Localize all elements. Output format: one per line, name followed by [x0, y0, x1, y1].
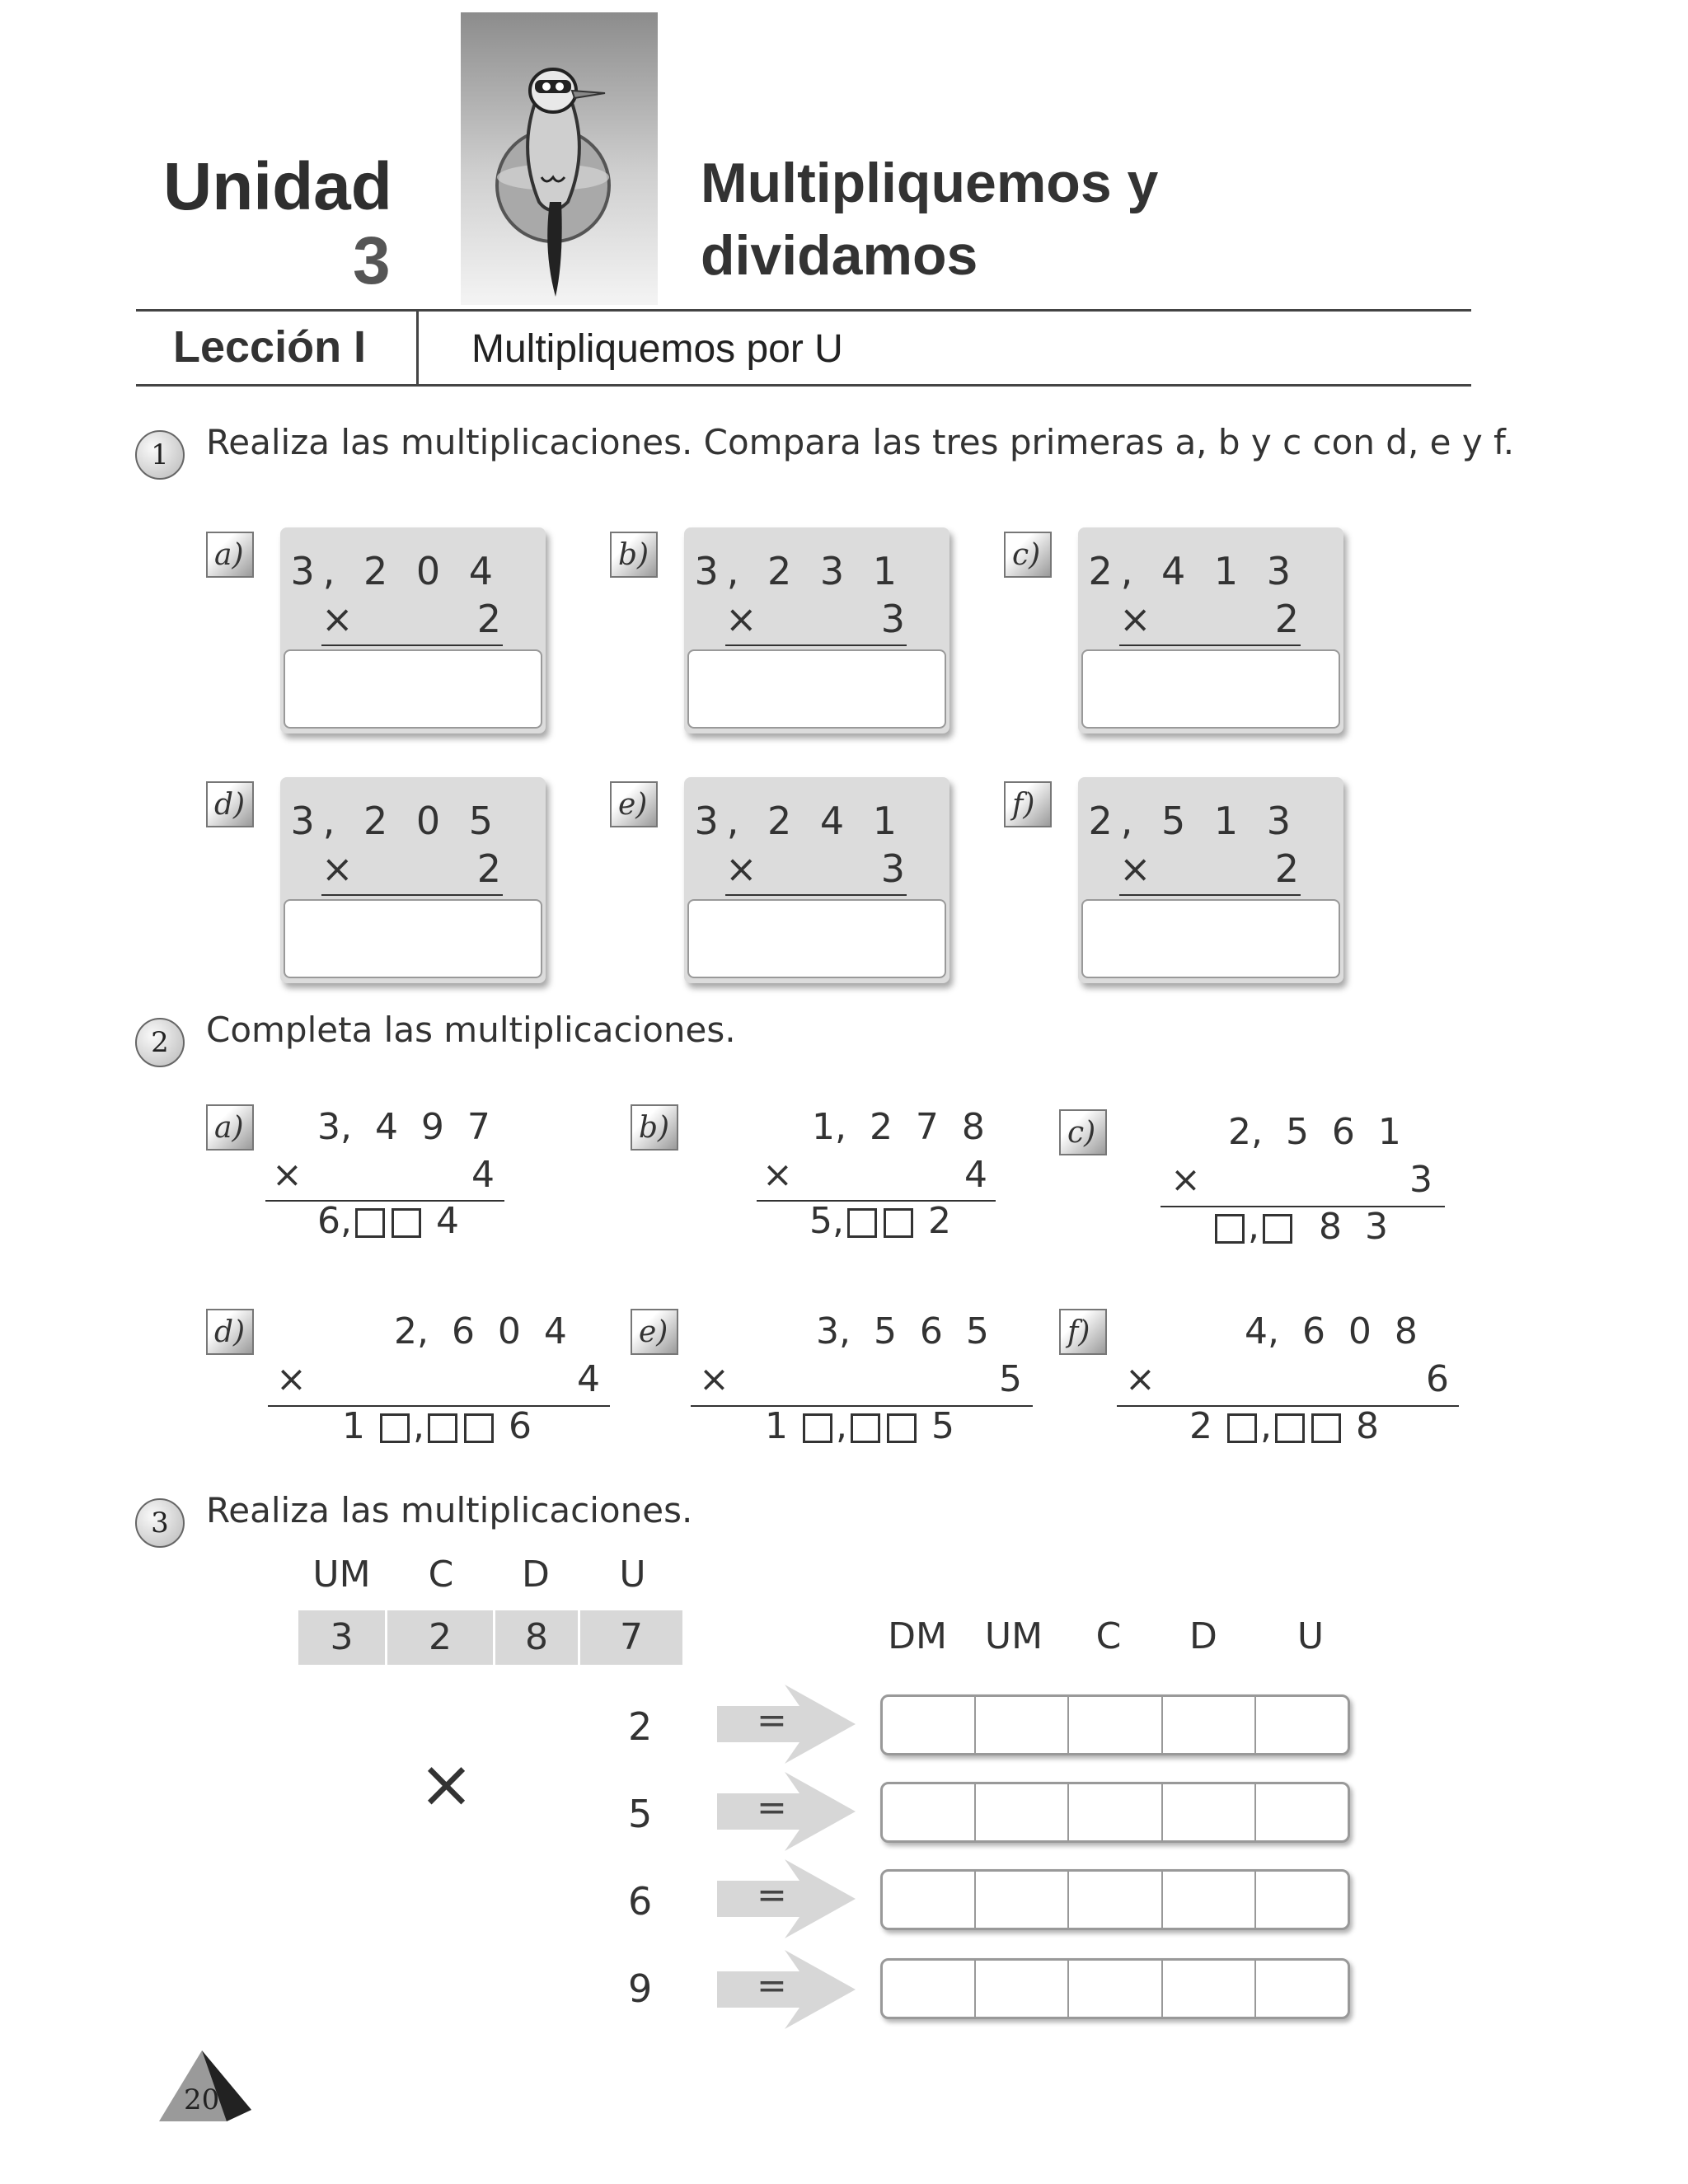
result-cell[interactable]	[1256, 1697, 1348, 1753]
result-grid-1	[880, 1694, 1350, 1755]
result-cell[interactable]	[1069, 1961, 1162, 2017]
answer-field[interactable]	[1081, 899, 1340, 978]
result-grid-3	[880, 1869, 1350, 1930]
ex2-e-multiplicand: 3, 5 6 5	[816, 1310, 989, 1352]
ex2-tag-a: a)	[206, 1104, 254, 1151]
ex2-a-times: ×	[272, 1154, 302, 1196]
blank-box[interactable]	[428, 1413, 457, 1443]
digit-cell-u: 7	[580, 1610, 682, 1665]
result-cell[interactable]	[883, 1697, 976, 1753]
multiplicand: 2, 5 1 3	[1088, 799, 1299, 843]
ex1-tag-b: b)	[610, 532, 658, 578]
ex2-e-result	[765, 1405, 954, 1447]
result-header-um: UM	[984, 1615, 1043, 1657]
answer-field[interactable]	[687, 649, 946, 729]
digit-cell-um: 3	[298, 1610, 385, 1665]
result-prefix: 1	[342, 1405, 365, 1447]
exercise-1-number: 1	[135, 430, 185, 480]
ex2-d-multiplier: 4	[577, 1358, 600, 1400]
place-header-u: U	[619, 1554, 646, 1596]
times-sign: ×	[725, 597, 757, 641]
ex1-tag-d: d)	[206, 781, 254, 827]
result-grid-4	[880, 1958, 1350, 2019]
equals-sign: =	[757, 1699, 787, 1741]
result-grid-2	[880, 1782, 1350, 1843]
ex1-tag-e: e)	[610, 781, 658, 827]
ex2-f-result	[1189, 1405, 1379, 1447]
bird-mascot-image	[461, 12, 658, 305]
ex1-tag-f: f)	[1004, 781, 1052, 827]
result-cell[interactable]	[1163, 1872, 1256, 1928]
result-prefix: 1	[765, 1405, 788, 1447]
ex2-tag-b: b)	[631, 1104, 678, 1151]
ex1-tag-a: a)	[206, 532, 254, 578]
ex2-c-multiplier: 3	[1409, 1159, 1432, 1201]
result-suffix: 6	[509, 1405, 532, 1447]
ex2-c-result	[1212, 1206, 1388, 1248]
operation-rule	[321, 894, 503, 896]
place-header-c: C	[428, 1554, 454, 1596]
exercise-3-number: 3	[135, 1498, 185, 1548]
exercise-2-instruction: Completa las multiplicaciones.	[206, 1010, 736, 1050]
equals-arrow	[717, 1772, 856, 1851]
exercise-1-instruction: Realiza las multiplicaciones. Compara las tres primeras a, b y c con d, e y f.	[206, 422, 1515, 462]
blank-box[interactable]	[1215, 1214, 1245, 1244]
multiplier-row-1: 2	[628, 1704, 653, 1749]
blank-box[interactable]	[392, 1208, 421, 1238]
times-sign: ×	[321, 597, 354, 641]
lesson-label: Lección I	[173, 322, 367, 372]
lesson-divider	[416, 311, 419, 387]
operation-rule	[725, 894, 907, 896]
answer-field[interactable]	[1081, 649, 1340, 729]
result-cell[interactable]	[1163, 1961, 1256, 2017]
blank-box[interactable]	[803, 1413, 832, 1443]
multiplier: 2	[476, 846, 501, 891]
blank-box[interactable]	[464, 1413, 494, 1443]
big-times-sign: ×	[419, 1746, 475, 1822]
blank-box[interactable]	[884, 1208, 913, 1238]
answer-field[interactable]	[687, 899, 946, 978]
ex2-b-result	[809, 1200, 951, 1242]
result-cell[interactable]	[1256, 1784, 1348, 1840]
operation-rule	[725, 644, 907, 646]
ex2-b-times: ×	[762, 1154, 793, 1196]
result-suffix: 8	[1356, 1405, 1379, 1447]
ex2-a-multiplier: 4	[471, 1154, 495, 1196]
result-cell[interactable]	[976, 1872, 1069, 1928]
page-number: 20	[184, 2083, 220, 2116]
result-suffix: 5	[931, 1405, 954, 1447]
ex1-box-b	[684, 527, 950, 733]
result-prefix: 5,	[809, 1200, 844, 1242]
equals-sign: =	[757, 1787, 787, 1829]
unit-number: 3	[353, 223, 391, 298]
times-sign: ×	[725, 846, 757, 891]
result-header-c: C	[1095, 1615, 1122, 1657]
result-cell[interactable]	[976, 1697, 1069, 1753]
result-suffix: 4	[435, 1200, 459, 1242]
result-cell[interactable]	[1069, 1872, 1162, 1928]
ex1-tag-c: c)	[1004, 532, 1052, 578]
answer-field[interactable]	[284, 899, 542, 978]
ex2-c-times: ×	[1170, 1159, 1201, 1201]
ex1-box-a	[280, 527, 546, 733]
answer-field[interactable]	[284, 649, 542, 729]
multiplier: 3	[880, 846, 905, 891]
result-cell[interactable]	[1256, 1872, 1348, 1928]
result-cell[interactable]	[1163, 1697, 1256, 1753]
blank-box[interactable]	[851, 1413, 880, 1443]
ex2-tag-e: e)	[631, 1309, 678, 1355]
result-cell[interactable]	[1163, 1784, 1256, 1840]
equals-arrow	[717, 1950, 856, 2029]
result-cell[interactable]	[976, 1961, 1069, 2017]
unit-title-line1: Multipliquemos y	[701, 152, 1159, 214]
ex2-e-multiplier: 5	[999, 1358, 1022, 1400]
ex2-b-multiplier: 4	[964, 1154, 987, 1196]
multiplier: 2	[476, 597, 501, 641]
result-header-dm: DM	[888, 1615, 947, 1657]
multiplicand: 3, 2 4 1	[694, 799, 905, 843]
ex2-c-multiplicand: 2, 5 6 1	[1228, 1111, 1401, 1153]
result-prefix: 2	[1189, 1405, 1212, 1447]
place-header-d: D	[522, 1554, 550, 1596]
multiplier-row-4: 9	[628, 1966, 653, 2011]
multiplier-row-2: 5	[628, 1792, 653, 1836]
result-prefix: 6,	[317, 1200, 352, 1242]
times-sign: ×	[321, 846, 354, 891]
blank-box[interactable]	[1227, 1413, 1257, 1443]
ex2-f-times: ×	[1125, 1358, 1156, 1400]
operation-rule	[321, 644, 503, 646]
unit-title-line2: dividamos	[701, 224, 978, 287]
multiplier-row-3: 6	[628, 1879, 653, 1924]
result-cell[interactable]	[883, 1872, 976, 1928]
result-suffix: 8 3	[1318, 1206, 1388, 1248]
header-rule-top	[136, 309, 1471, 312]
times-sign: ×	[1119, 597, 1151, 641]
result-cell[interactable]	[1256, 1961, 1348, 2017]
equals-sign: =	[757, 1965, 787, 2007]
ex2-e-times: ×	[699, 1358, 729, 1400]
operation-rule	[1119, 644, 1301, 646]
result-suffix: 2	[927, 1200, 951, 1242]
result-header-u: U	[1296, 1615, 1325, 1657]
blank-box[interactable]	[847, 1208, 877, 1238]
result-cell[interactable]	[1069, 1784, 1162, 1840]
result-comma: ,	[836, 1405, 847, 1447]
blank-box[interactable]	[1311, 1413, 1341, 1443]
ex2-d-result	[342, 1405, 532, 1447]
operation-rule	[1119, 894, 1301, 896]
result-cell[interactable]	[883, 1784, 976, 1840]
place-header-um: UM	[312, 1554, 371, 1596]
equals-arrow	[717, 1685, 856, 1764]
exercise-3-instruction: Realiza las multiplicaciones.	[206, 1490, 693, 1530]
lesson-title: Multipliquemos por U	[471, 327, 843, 371]
blank-box[interactable]	[380, 1413, 410, 1443]
digit-cell-d: 8	[495, 1610, 578, 1665]
multiplier: 3	[880, 597, 905, 641]
ex2-tag-f: f)	[1059, 1309, 1107, 1355]
ex2-f-multiplier: 6	[1426, 1358, 1449, 1400]
unit-title	[701, 147, 1158, 292]
ex1-box-f	[1078, 777, 1343, 983]
result-cell[interactable]	[976, 1784, 1069, 1840]
ex2-tag-d: d)	[206, 1309, 254, 1355]
result-comma: ,	[1248, 1206, 1259, 1248]
digit-cell-c: 2	[387, 1610, 493, 1665]
blank-box[interactable]	[1263, 1214, 1292, 1244]
ex2-f-multiplicand: 4, 6 0 8	[1245, 1310, 1418, 1352]
result-cell[interactable]	[1069, 1697, 1162, 1753]
exercise-2-number: 2	[135, 1018, 185, 1067]
times-sign: ×	[1119, 846, 1151, 891]
blank-box[interactable]	[1275, 1413, 1305, 1443]
equals-sign: =	[757, 1874, 787, 1916]
ex1-box-c	[1078, 527, 1343, 733]
multiplicand: 3, 2 0 5	[290, 799, 501, 843]
result-comma: ,	[413, 1405, 424, 1447]
result-cell[interactable]	[883, 1961, 976, 2017]
ex1-box-e	[684, 777, 950, 983]
multiplier: 2	[1274, 846, 1299, 891]
ex2-b-multiplicand: 1, 2 7 8	[812, 1106, 985, 1148]
multiplicand: 2, 4 1 3	[1088, 549, 1299, 593]
multiplier: 2	[1274, 597, 1299, 641]
result-header-d: D	[1189, 1615, 1217, 1657]
equals-arrow	[717, 1859, 856, 1938]
ex2-tag-c: c)	[1059, 1109, 1107, 1155]
page-number-badge	[159, 2050, 254, 2128]
blank-box[interactable]	[887, 1413, 917, 1443]
ex2-a-result	[317, 1200, 459, 1242]
ex2-d-multiplicand: 2, 6 0 4	[394, 1310, 567, 1352]
ex2-d-times: ×	[276, 1358, 307, 1400]
ex2-a-multiplicand: 3, 4 9 7	[317, 1106, 490, 1148]
ex1-box-d	[280, 777, 546, 983]
blank-box[interactable]	[355, 1208, 385, 1238]
multiplicand: 3, 2 0 4	[290, 549, 501, 593]
unit-word: Unidad	[163, 149, 392, 224]
multiplicand: 3, 2 3 1	[694, 549, 905, 593]
header-rule-bottom	[136, 384, 1471, 387]
result-comma: ,	[1260, 1405, 1272, 1447]
